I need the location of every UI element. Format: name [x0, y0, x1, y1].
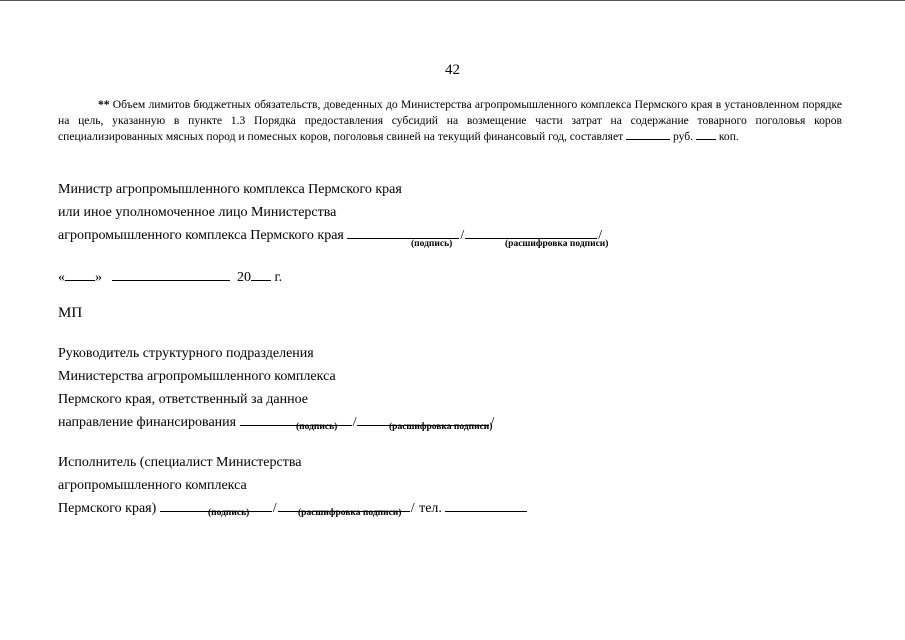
minister-line-2: или иное уполномоченное лицо Министерства: [58, 205, 337, 220]
date-open-quote: «: [58, 270, 65, 285]
stamp-place: МП: [58, 305, 83, 321]
top-border-line: [0, 0, 905, 1]
head-sign-caption: (подпись): [296, 422, 338, 432]
footnote-marker: **: [98, 98, 110, 111]
minister-line-3: агропромышленного комплекса Пермского края: [58, 228, 344, 243]
separator-slash: /: [272, 501, 277, 516]
separator-slash: /: [352, 415, 357, 430]
minister-line-1: Министр агропромышленного комплекса Пермского края: [58, 182, 402, 197]
head-line-3: Пермского края, ответственный за данное: [58, 392, 308, 407]
phone-field[interactable]: [445, 499, 527, 512]
head-decode-caption: (расшифровка подписи): [389, 422, 493, 432]
page-number: 42: [445, 62, 460, 78]
head-line-4: направление финансирования: [58, 415, 237, 430]
executor-line-2: агропромышленного комплекса: [58, 478, 247, 493]
rub-label: руб.: [672, 130, 694, 144]
footnote-paragraph: [58, 97, 842, 146]
footnote-text: Объем лимитов бюджетных обязательств, доведенных до Министерства агропромышленного комплекса Пермского края в установленном порядке на цель, указанную в пункте 1.3 Порядка предоставления субсидий на возмещение части затрат на содержание товарного поголовья коров специализированных мясных пород и помесных коров, поголовья свиней на текущий финансовый год, составляет: [58, 98, 842, 144]
kop-label: коп.: [718, 130, 739, 144]
year-prefix: 20: [237, 270, 251, 285]
executor-signature-block: [58, 451, 527, 520]
executor-sign-caption: (подпись): [208, 508, 250, 518]
executor-line-1: Исполнитель (специалист Министерства: [58, 455, 302, 470]
date-line: [58, 268, 282, 286]
separator-slash: /: [490, 415, 495, 430]
day-field[interactable]: [65, 268, 95, 281]
year-suffix: г.: [274, 270, 283, 285]
head-line-2: Министерства агропромышленного комплекса: [58, 369, 336, 384]
month-field[interactable]: [112, 268, 230, 281]
executor-line-3: Пермского края): [58, 501, 157, 516]
year-field[interactable]: [251, 268, 271, 281]
phone-label: тел.: [419, 501, 442, 516]
separator-slash: /: [598, 228, 603, 243]
executor-decode-caption: (расшифровка подписи): [298, 508, 402, 518]
separator-slash: /: [460, 228, 465, 243]
amount-rub-blank[interactable]: [626, 129, 670, 140]
head-line-1: Руководитель структурного подразделения: [58, 346, 314, 361]
minister-decode-caption: (расшифровка подписи): [505, 239, 609, 249]
date-close-quote: »: [95, 270, 102, 285]
minister-sign-caption: (подпись): [411, 239, 453, 249]
separator-slash: /: [410, 501, 415, 516]
amount-kop-blank[interactable]: [696, 129, 716, 140]
executor-line-3-row: [58, 497, 527, 520]
minister-signature-block: [58, 178, 603, 247]
